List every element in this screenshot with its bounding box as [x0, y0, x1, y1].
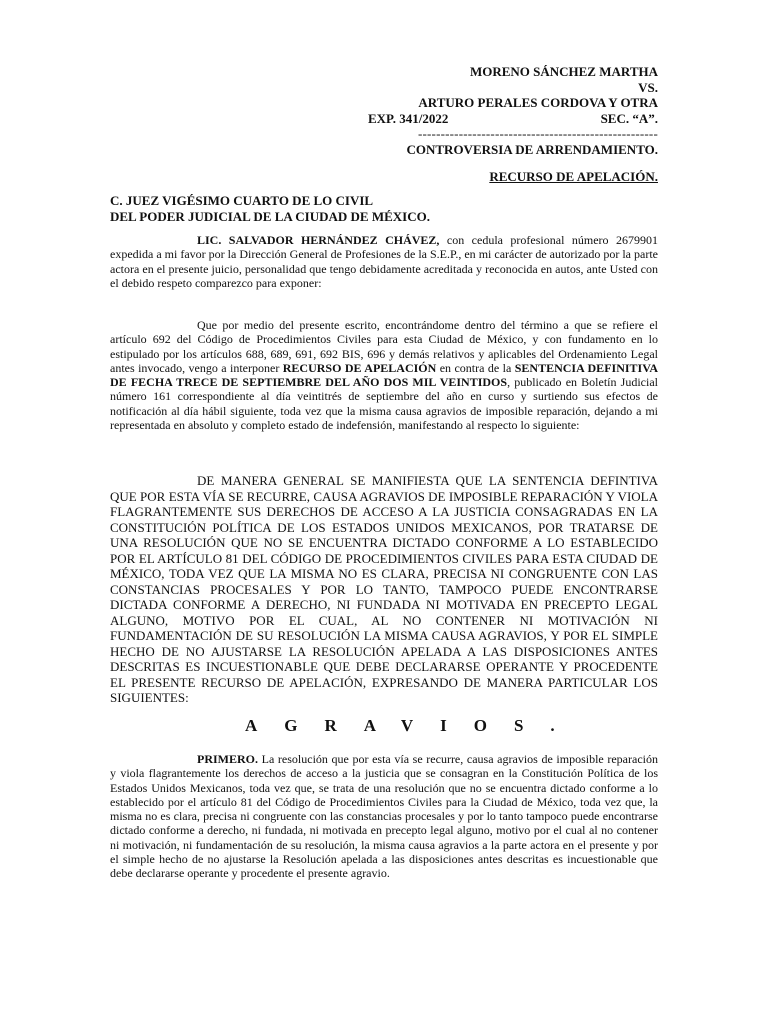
appeal-paragraph [110, 318, 658, 432]
appeal-text-1: Que por medio del presente escrito, encontrándome dentro del término a que se refiere el artículo 692 del Código de Procedimientos Civiles para esta Ciudad de México, y con fundamento en lo estipulado por los artículos 688, 689, 691, 692 BIS, 696 y demás relativos y aplicables del Ordenamiento Legal antes invocado, vengo a interponer [110, 318, 658, 375]
lawyer-name: LIC. SALVADOR HERNÁNDEZ CHÁVEZ, [197, 233, 440, 247]
agravios-heading [110, 716, 658, 736]
caption-defendant: ARTURO PERALES CORDOVA Y OTRA [418, 95, 658, 110]
appeal-text-3: , publicado en Boletín Judicial número 161 correspondiente al día veintitrés de septiembre del año en curso y surtiendo sus efectos de notificación al día hábil siguiente, toda vez que la misma causa agravios de imposible reparación, dejando a mi representada en absoluto y completo estado de indefensión, manifestando al respecto lo siguiente: [110, 375, 658, 433]
caption-section: SEC. “A”. [600, 110, 658, 126]
appeal-bold-1: RECURSO DE APELACIÓN [282, 360, 437, 375]
primero-paragraph [110, 752, 658, 881]
caption-divider: ----------------------------------------------------- [417, 126, 658, 141]
addressee-block [110, 193, 430, 224]
primero-label: PRIMERO. [197, 752, 258, 766]
primero-text: La resolución que por esta vía se recurre, causa agravios de imposible reparación y viola flagrantemente los derechos de acceso a la justicia que se consagran en la Constitución Política de los Estados Unidos Mexicanos, toda vez que, se trata de una resolución que no se encuentra dictado conforme a lo establecido por el artículo 81 del Código de Procedimientos Civiles para la Ciudad de México, toda vez que, la misma no es clara, precisa ni congruente con las constancias procesales y por lo tanto tampoco puede encontrarse dictado conforme a derecho, ni fundada, ni motivada en precepto legal alguno, motivo por el cual al no contener ni motivación, ni fundamentación de su resolución, la misma causa agravios a la parte actora en el presente y por el simple hecho de no ajustarse la Resolución apelada a las disposiciones antes descritas es incuestionable que debe declararse operante y procedente el presente agravio. [110, 752, 658, 881]
caption-appeal [338, 169, 658, 185]
appeal-bold-2: SENTENCIA DEFINITIVA DE FECHA TRECE DE SEPTIEMBRE DEL AÑO DOS MIL VEINTIDOS [110, 360, 658, 390]
agravios-heading-text: AGRAVIOS. [245, 716, 582, 735]
addressee-line-2: DEL PODER JUDICIAL DE LA CIUDAD DE MÉXICO. [110, 208, 430, 224]
appeal-text-2: en contra de la [436, 360, 515, 375]
caption-file-number: EXP. 341/2022 [368, 110, 449, 126]
caption-controversy: CONTROVERSIA DE ARRENDAMIENTO. [406, 141, 658, 157]
caption-versus: VS. [638, 79, 658, 95]
intro-paragraph [110, 233, 658, 290]
case-caption [338, 64, 658, 185]
caption-plaintiff: MORENO SÁNCHEZ MARTHA [469, 64, 658, 79]
general-statement-paragraph: DE MANERA GENERAL SE MANIFIESTA QUE LA SENTENCIA DEFINTIVA QUE POR ESTA VÍA SE RECURRE, CAUSA AGRAVIOS DE IMPOSIBLE REPARACIÓN Y VIOLA FLAGRANTEMENTE SUS DERECHOS DE ACCESO A LA JUSTICIA CONSAGRADAS EN LA CONSTITUCIÓN POLÍTICA DE LOS ESTADOS UNIDOS MEXICANOS, POR TRATARSE DE UNA RESOLUCIÓN QUE NO SE ENCUENTRA DICTADO CONFORME A LO ESTABLECIDO POR EL ARTÍCULO 81 DEL CÓDIGO DE PROCEDIMIENTOS CIVILES PARA ESTA CIUDAD DE MÉXICO, TODA VEZ QUE LA MISMA NO ES CLARA, PRECISA NI CONGRUENTE CON LAS CONSTANCIAS PROCESALES Y POR LO TANTO, TAMPOCO PUEDE ENCONTRARSE DICTADA CONFORME A DERECHO, NI FUNDADA NI MOTIVADA EN PRECEPTO LEGAL ALGUNO, MOTIVO POR EL CUAL, AL NO CONTENER NI MOTIVACIÓN NI FUNDAMENTACIÓN DE SU RESOLUCIÓN LA MISMA CAUSA AGRAVIOS, Y POR EL SIMPLE HECHO DE NO AJUSTARSE LA RESOLUCIÓN APELADA A LAS DISPOSICIONES ANTES DESCRITAS ES INCUESTIONABLE QUE DEBE DECLARARSE OPERANTE Y PROCEDENTE EL PRESENTE RECURSO DE APELACIÓN, EXPRESANDO DE MANERA PARTICULAR LOS SIGUIENTES: [110, 473, 658, 705]
intro-text: con cedula profesional número 2679901 expedida a mi favor por la Dirección General de Profesiones de la S.E.P., en mi carácter de autorizado por la parte actora en el presente juicio, personalidad que tengo debidamente acreditada y reconocida en autos, ante Usted con el debido respeto comparezco para exponer: [110, 233, 658, 290]
addressee-line-1: C. JUEZ VIGÉSIMO CUARTO DE LO CIVIL [110, 193, 374, 208]
caption-file-line [338, 111, 658, 127]
caption-appeal-text: RECURSO DE APELACIÓN. [489, 169, 658, 184]
